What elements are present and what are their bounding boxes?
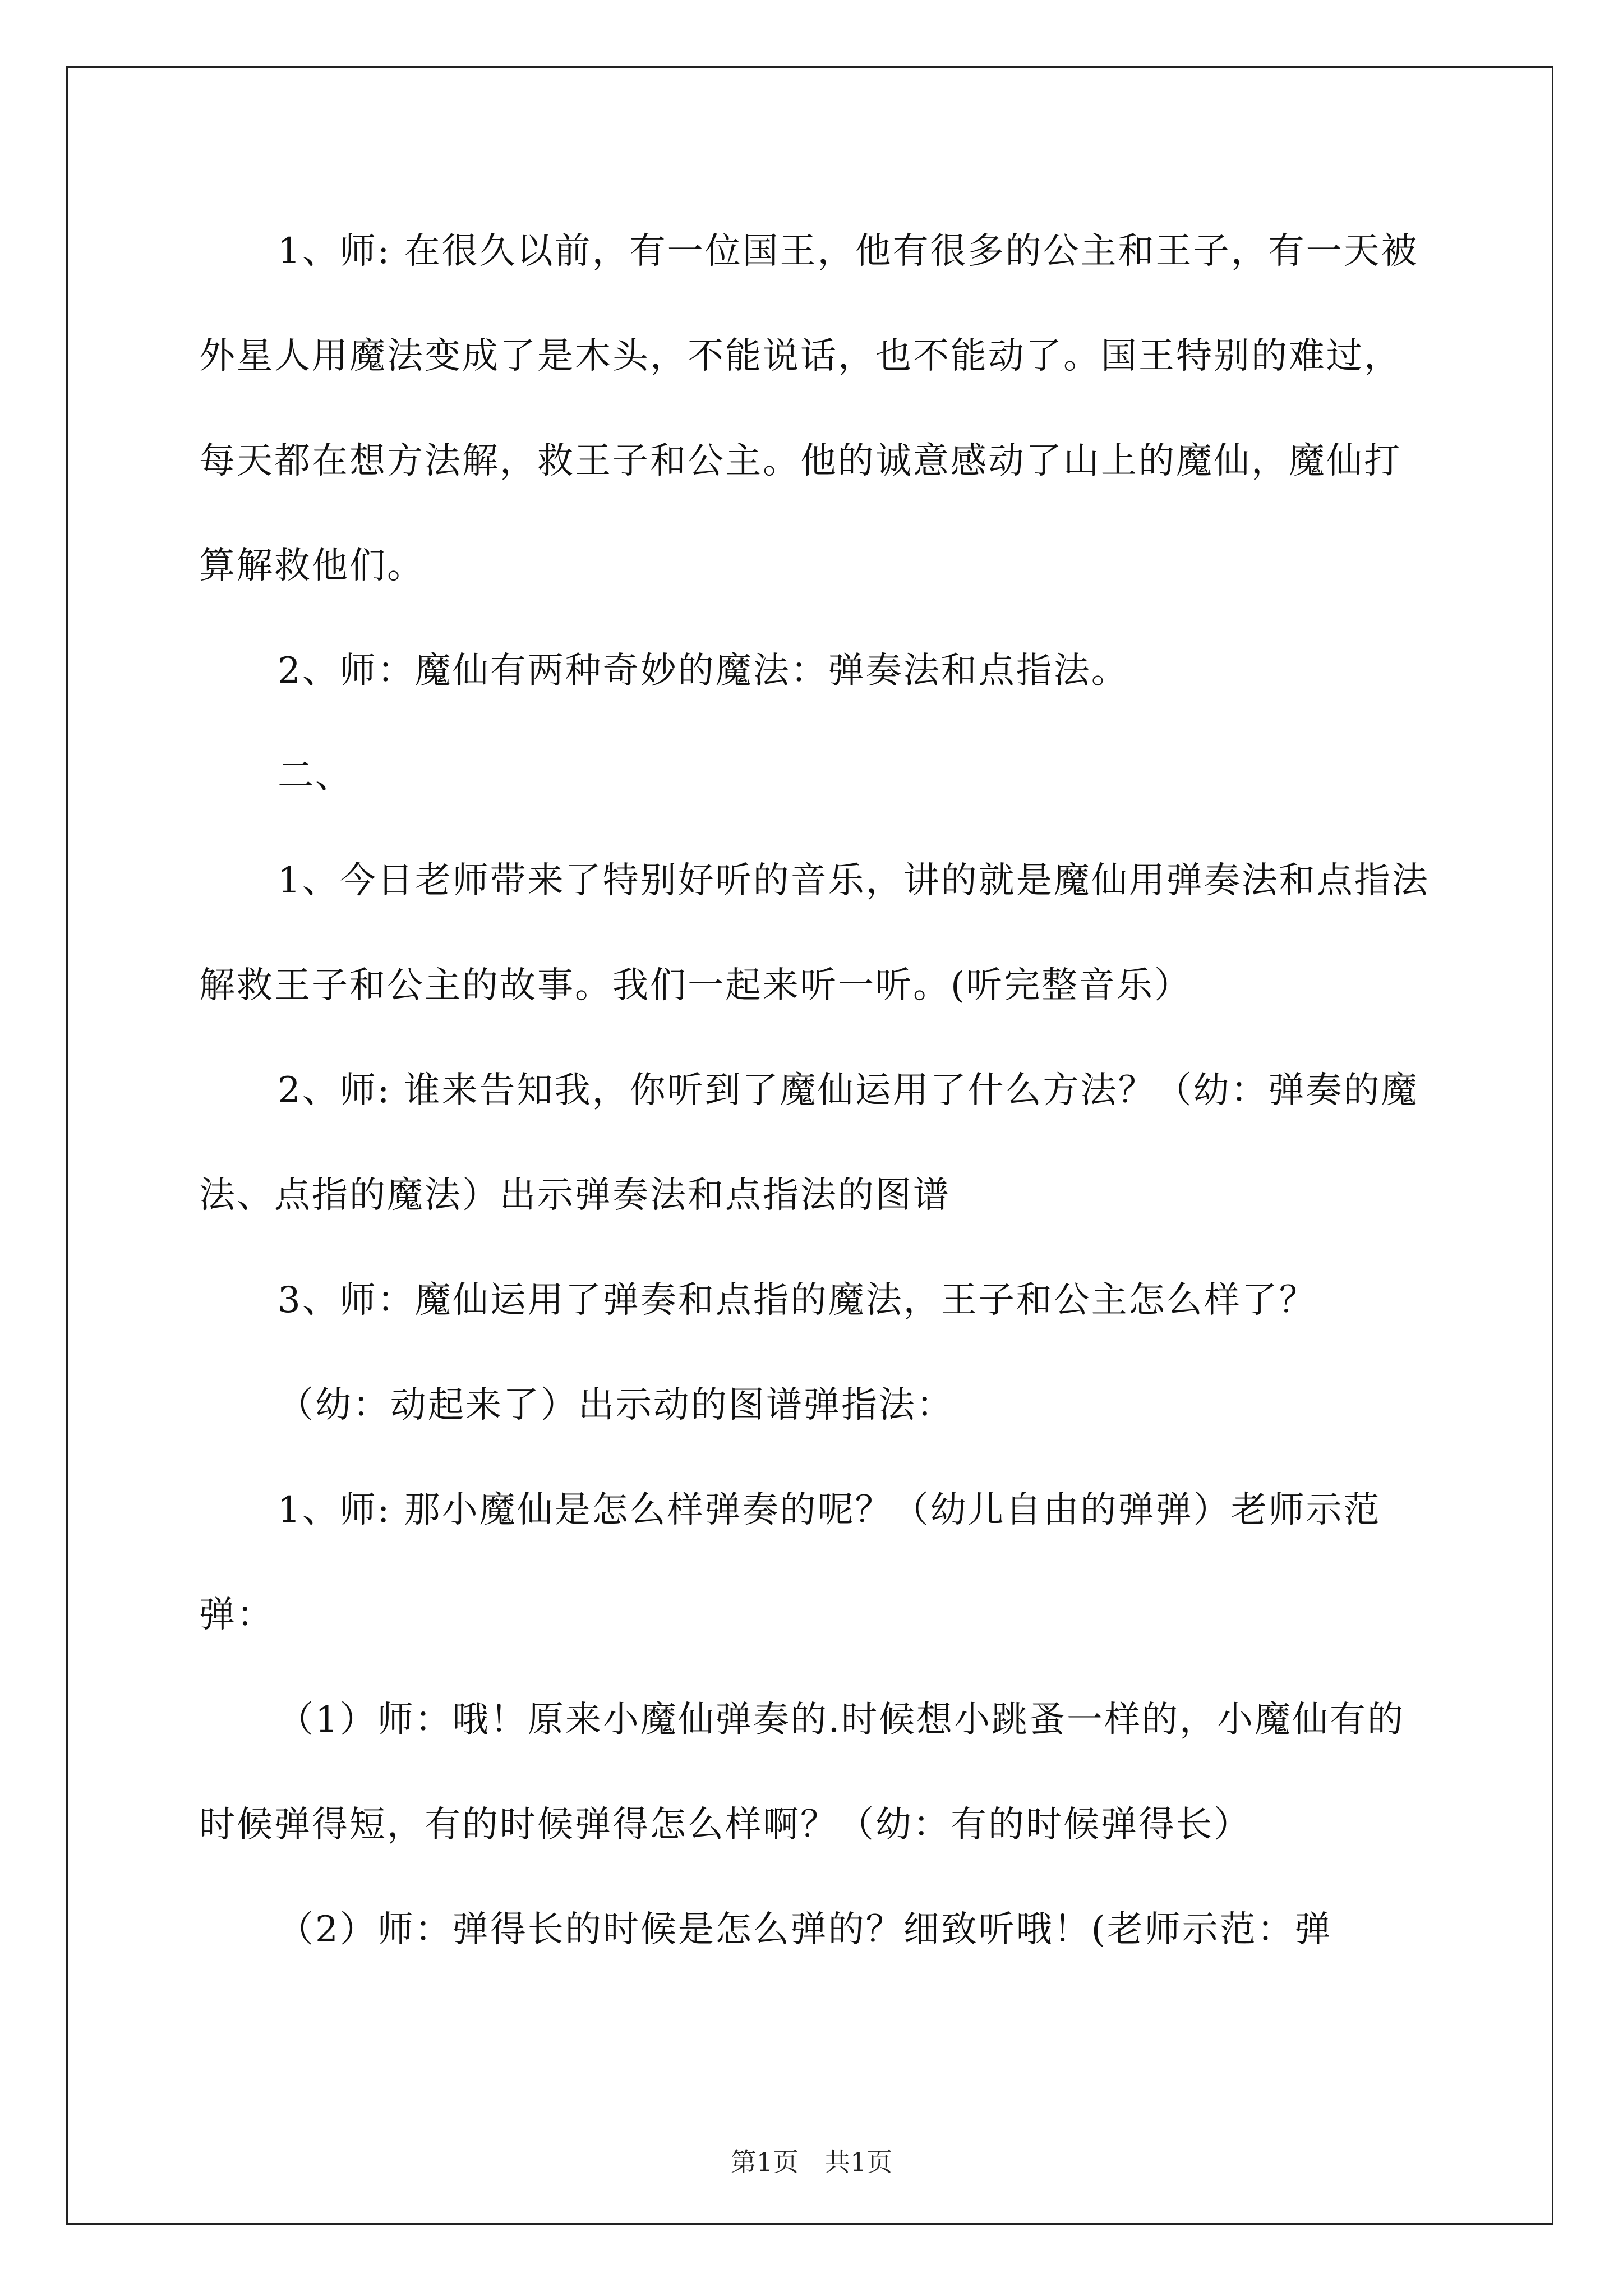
paragraph: 1、今日老师带来了特别好听的音乐，讲的就是魔仙用弹奏法和点指法解救王子和公主的故事。我们一起来听一听。(听完整音乐） (199, 860, 1430, 1006)
paragraph: （1）师：哦！原来小魔仙弹奏的.时候想小跳蚤一样的，小魔仙有的时候弹得短，有的时候弹得怎么样啊？（幼：有的时候弹得长） (199, 1699, 1405, 1846)
paragraph: （2）师：弹得长的时候是怎么弹的？细致听哦！(老师示范：弹 (278, 1909, 1332, 1950)
paragraph: 二、 (278, 755, 353, 797)
document-body (199, 199, 1433, 1982)
page-number-footer: 第1页 共1页 (730, 2147, 893, 2177)
paragraph: （幼：动起来了）出示动的图谱弹指法： (278, 1384, 954, 1426)
paragraph: 1、师: 那小魔仙是怎么样弹奏的呢？（幼儿自由的弹弹）老师示范弹： (199, 1489, 1381, 1636)
paragraph: 3、师：魔仙运用了弹奏和点指的魔法，王子和公主怎么样了？ (278, 1280, 1317, 1321)
paragraph: 1、师: 在很久以前，有一位国王，他有很多的公主和王子，有一天被外星人用魔法变成了是木头，不能说话，也不能动了。国王特别的难过，每天都在想方法解，救王子和公主。他的诚意感动了山上的魔仙，魔仙打算解救他们。 (199, 231, 1419, 587)
paragraph: 2、师：魔仙有两种奇妙的魔法：弹奏法和点指法。 (278, 650, 1129, 692)
paragraph: 2、师: 谁来告知我，你听到了魔仙运用了什么方法？（幼：弹奏的魔法、点指的魔法）出示弹奏法和点指法的图谱 (199, 1070, 1419, 1216)
